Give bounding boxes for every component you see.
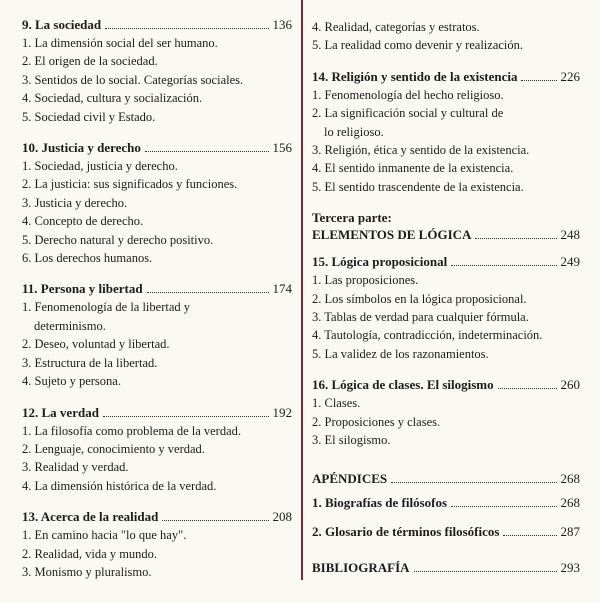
page-number: 136: [272, 17, 292, 32]
page-number: 268: [560, 494, 580, 510]
part-label: Tercera parte:: [312, 210, 392, 226]
list-item: 5. La validez de los razonamientos.: [312, 346, 489, 361]
list-item: 1. Clases.: [312, 396, 361, 411]
section-title: 16. Lógica de clases. El silogismo: [312, 377, 494, 393]
list-item: 1. En camino hacia "lo que hay".: [22, 528, 187, 543]
leader-dots: [105, 28, 268, 29]
section-title: 12. La verdad: [22, 404, 99, 420]
part-title: ELEMENTOS DE LÓGICA: [312, 227, 472, 243]
list-item: 3. El silogismo.: [312, 433, 391, 448]
list-item: 2. Los símbolos en la lógica proposicional.: [312, 291, 527, 306]
list-item: 6. Los derechos humanos.: [22, 251, 153, 266]
list-item: 4. La dimensión histórica de la verdad.: [22, 478, 217, 493]
list-item: 1. La dimensión social del ser humano.: [22, 36, 218, 50]
list-item: 5. Derecho natural y derecho positivo.: [22, 232, 214, 247]
part-heading: [312, 226, 580, 244]
section-heading: [22, 508, 292, 526]
leader-dots: [451, 506, 556, 507]
section-14: [312, 68, 580, 196]
leader-dots: [503, 535, 556, 536]
section-heading: [312, 376, 580, 394]
list-item: 5. Sociedad civil y Estado.: [22, 109, 156, 124]
list-item: 4. Concepto de derecho.: [22, 214, 144, 229]
leader-dots: [103, 416, 269, 417]
section-heading: [22, 404, 292, 422]
section-heading: [312, 68, 580, 86]
list-item: determinismo.: [34, 318, 106, 333]
section-13: [22, 508, 292, 581]
section-title: 13. Acerca de la realidad: [22, 509, 159, 525]
list-item: 3. Tablas de verdad para cualquier fórmula.: [312, 310, 529, 325]
bibliography-heading: [312, 559, 580, 577]
list-item: 2. La justicia: sus significados y funciones.: [22, 177, 238, 192]
leader-dots: [521, 80, 556, 81]
list-item: 4. Realidad, categorías y estratos.: [312, 20, 480, 34]
leader-dots: [391, 482, 556, 483]
leader-dots: [414, 571, 557, 572]
list-item: 3. Monismo y pluralismo.: [22, 564, 152, 579]
appendix-2: [312, 523, 580, 541]
list-item: 3. Religión, ética y sentido de la existencia.: [312, 143, 530, 158]
section-10: [22, 139, 292, 267]
section-title: 11. Persona y libertad: [22, 281, 143, 297]
list-item: 1. Sociedad, justicia y derecho.: [22, 159, 178, 174]
list-item: 3. Sentidos de lo social. Categorías sociales.: [22, 72, 244, 87]
appendices-heading: [312, 470, 580, 488]
list-item: lo religioso.: [324, 124, 384, 139]
leader-dots: [475, 238, 556, 239]
list-item: 4. Tautología, contradicción, indeterminación.: [312, 328, 543, 343]
left-column: [22, 0, 292, 581]
list-item: 4. El sentido inmanente de la existencia.: [312, 161, 514, 176]
leader-dots: [498, 388, 557, 389]
list-item: 1. Fenomenología del hecho religioso.: [312, 87, 504, 102]
page-number: 249: [560, 254, 580, 270]
page-number: 156: [272, 140, 292, 156]
appendix-title: 1. Biografías de filósofos: [312, 494, 448, 510]
list-item: 1. Las proposiciones.: [312, 273, 419, 288]
page-number: 208: [272, 509, 292, 525]
list-item: 3. Realidad y verdad.: [22, 460, 129, 475]
list-item: 2. Realidad, vida y mundo.: [22, 546, 158, 561]
column-divider: [301, 0, 303, 580]
list-item: 3. Estructura de la libertad.: [22, 355, 158, 370]
section-heading: [22, 139, 292, 157]
section-12: [22, 404, 292, 496]
list-item: 2. La significación social y cultural de: [312, 106, 504, 121]
section-15: [312, 253, 580, 363]
section-title: 10. Justicia y derecho: [22, 140, 141, 156]
list-item: 1. La filosofía como problema de la verdad.: [22, 423, 242, 438]
bibliography-title: BIBLIOGRAFÍA: [312, 559, 410, 575]
leader-dots: [162, 520, 268, 521]
page-number: 248: [560, 227, 580, 243]
section-title: 15. Lógica proposicional: [312, 254, 448, 270]
page-number: 226: [560, 68, 580, 84]
section-16: [312, 376, 580, 449]
section-11: [22, 280, 292, 390]
leader-dots: [145, 151, 269, 152]
list-item: 3. Justicia y derecho.: [22, 195, 128, 210]
page-number: 293: [560, 559, 580, 575]
leader-dots: [147, 292, 269, 293]
page-number: 287: [560, 523, 580, 539]
list-item: 2. El origen de la sociedad.: [22, 54, 158, 69]
list-item: 2. Proposiciones y clases.: [312, 414, 441, 429]
list-item: 5. El sentido trascendente de la existencia.: [312, 179, 524, 194]
page-number: 192: [272, 404, 292, 420]
appendices-title: APÉNDICES: [312, 470, 388, 486]
appendix-1: [312, 494, 580, 512]
section-heading: [22, 16, 292, 34]
list-item: 5. La realidad como devenir y realización.: [312, 38, 524, 53]
page-number: 268: [560, 470, 580, 486]
page-number: 174: [272, 281, 292, 297]
leader-dots: [451, 265, 556, 266]
list-item: 4. Sociedad, cultura y socialización.: [22, 91, 203, 106]
section-heading: [22, 280, 292, 298]
list-item: 4. Sujeto y persona.: [22, 374, 121, 389]
page-number: 260: [560, 377, 580, 393]
section-heading: [312, 253, 580, 271]
section-title: 14. Religión y sentido de la existencia: [312, 68, 518, 84]
appendix-title: 2. Glosario de términos filosóficos: [312, 523, 500, 539]
right-column: [312, 0, 580, 577]
section-9: [22, 16, 292, 126]
section-title: 9. La sociedad: [22, 17, 102, 32]
list-item: 2. Deseo, voluntad y libertad.: [22, 337, 170, 352]
list-item: 2. Lenguaje, conocimiento y verdad.: [22, 441, 205, 456]
list-item: 1. Fenomenología de la libertad y: [22, 300, 191, 315]
